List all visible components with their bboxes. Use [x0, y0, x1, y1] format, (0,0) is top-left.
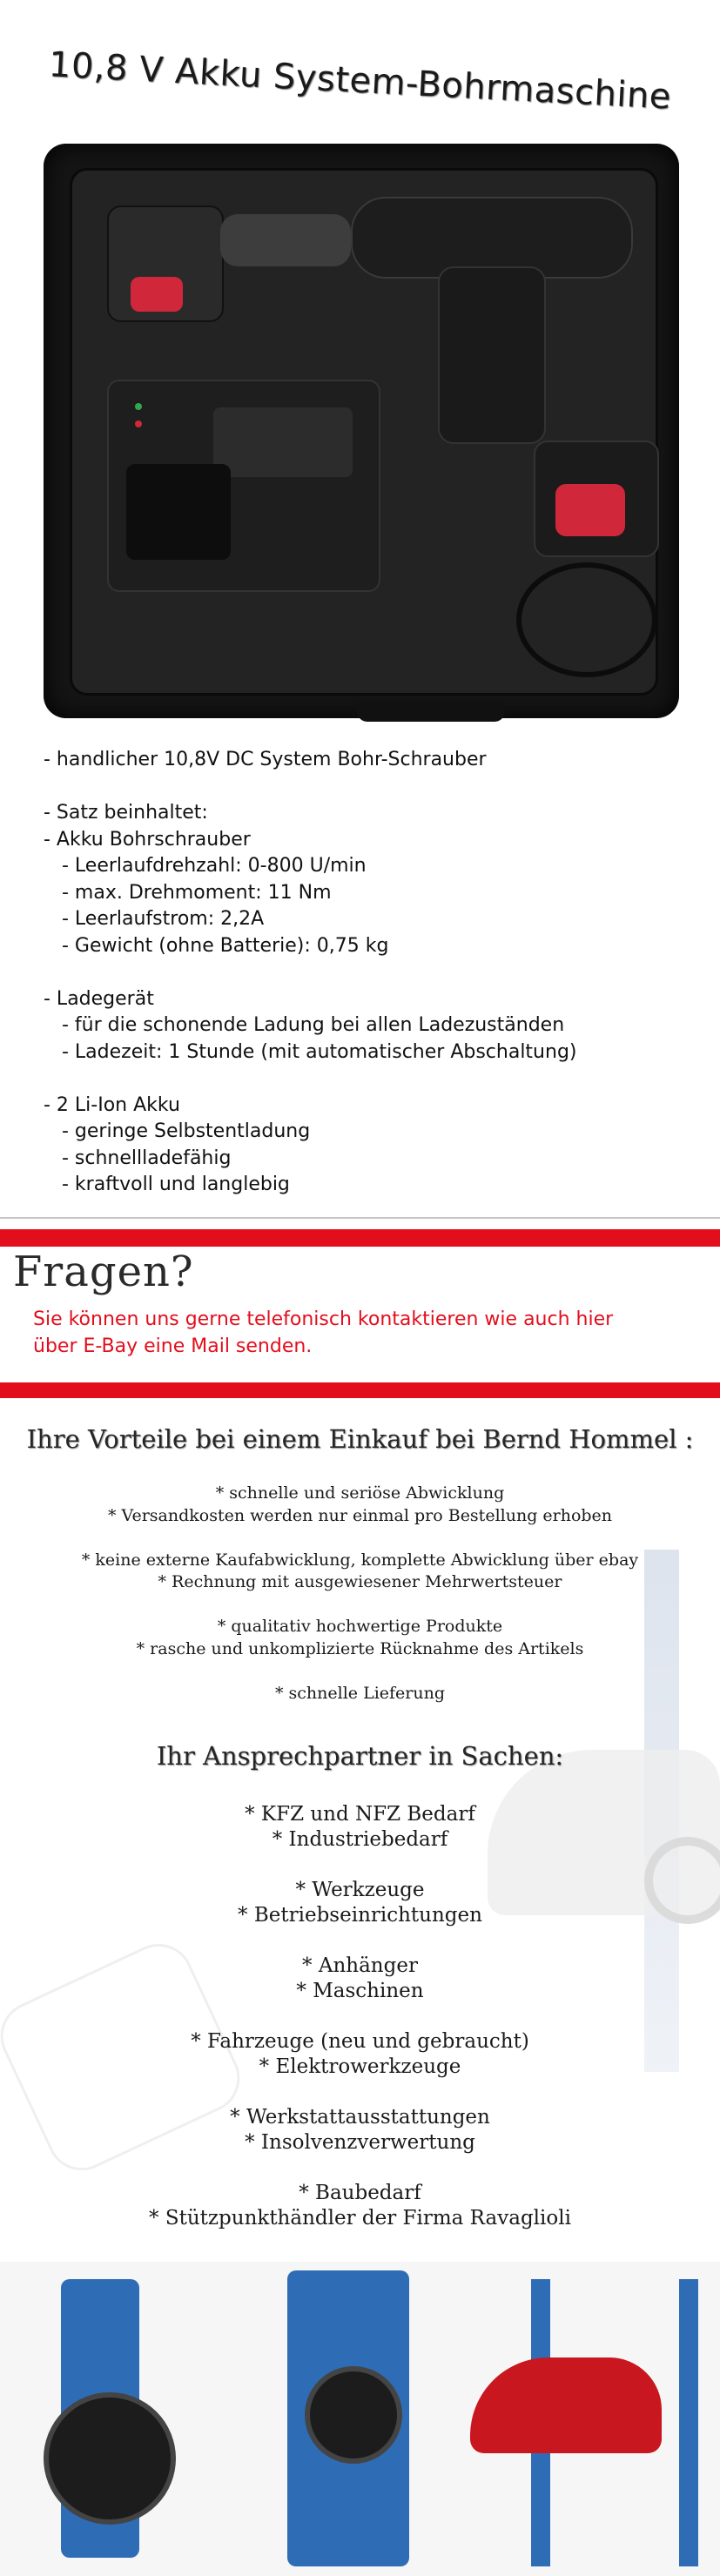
drill-case-photo	[39, 139, 683, 721]
drill-chuck	[220, 214, 351, 266]
charger	[107, 380, 380, 592]
spec-line: - für die schonende Ladung bei allen Ladezuständen	[44, 1014, 565, 1036]
battery-release-button	[131, 277, 183, 312]
case-handle	[357, 701, 505, 722]
list-item: * KFZ und NFZ Bedarf	[245, 1803, 475, 1826]
list-item	[0, 2080, 720, 2105]
spec-line: - max. Drehmoment: 11 Nm	[44, 881, 332, 904]
tire-image	[305, 2366, 402, 2464]
list-item: * Werkzeuge	[295, 1879, 425, 1901]
list-item: * Anhänger	[302, 1954, 418, 1977]
list-item: * Maschinen	[296, 1980, 424, 2002]
workshop-banner-image	[0, 2262, 720, 2576]
led-icon	[135, 420, 142, 427]
list-item: * Industriebedarf	[272, 1828, 448, 1851]
spec-line	[44, 1066, 670, 1093]
list-item: * schnelle und seriöse Abwicklung	[215, 1483, 505, 1503]
spec-line: - Leerlaufdrehzahl: 0-800 U/min	[44, 855, 367, 877]
list-item: * Fahrzeuge (neu und gebraucht)	[191, 2030, 529, 2053]
charger-panel	[213, 407, 353, 477]
list-item: * rasche und unkomplizierte Rücknahme des Artikels	[136, 1638, 584, 1658]
fragen-text	[33, 1306, 695, 1360]
spec-line: - handlicher 10,8V DC System Bohr-Schrauber	[44, 749, 487, 770]
list-item: * Versandkosten werden nur einmal pro Bestellung erhoben	[107, 1505, 613, 1525]
power-cable	[516, 562, 657, 677]
red-band-bottom	[0, 1382, 720, 1398]
list-item	[0, 1853, 720, 1878]
lift-post	[679, 2279, 698, 2566]
spec-line	[44, 774, 670, 801]
spec-line	[44, 959, 670, 986]
list-item: * Elektrowerkzeuge	[259, 2055, 461, 2078]
contact-heading: Ihr Ansprechpartner in Sachen:	[156, 1741, 564, 1771]
list-item	[0, 2004, 720, 2029]
spec-line: - schnellladefähig	[44, 1147, 232, 1169]
advantages-heading: Ihre Vorteile bei einem Einkauf bei Bernd Hommel :	[26, 1424, 694, 1454]
list-item: * keine externe Kaufabwicklung, komplette Abwicklung über ebay	[81, 1550, 639, 1570]
red-sports-car-image	[470, 2357, 662, 2453]
led-icon	[135, 403, 142, 410]
spec-list	[44, 747, 670, 1199]
spec-line: - geringe Selbstentladung	[44, 1120, 311, 1142]
spec-line: - Akku Bohrschrauber	[44, 828, 251, 851]
list-item: * Insolvenzverwertung	[245, 2131, 475, 2154]
divider	[0, 1217, 720, 1219]
drill-grip	[438, 266, 546, 444]
battery-pack	[107, 205, 224, 322]
advantages-list	[0, 1483, 720, 1705]
battery-release-button	[555, 484, 625, 536]
spec-line: - Leerlaufstrom: 2,2A	[44, 908, 265, 930]
list-item	[0, 1660, 720, 1683]
product-title: 10,8 V Akku System-Bohrmaschine	[47, 44, 673, 118]
list-item: * Werkstattausstattungen	[230, 2106, 490, 2129]
list-item	[0, 1928, 720, 1954]
list-item	[0, 1527, 720, 1550]
spec-line: - Ladegerät	[44, 987, 154, 1010]
fragen-text-line: Sie können uns gerne telefonisch kontaktieren wie auch hier	[33, 1308, 614, 1330]
tire-image	[44, 2392, 176, 2525]
spec-line: - 2 Li-Ion Akku	[44, 1093, 180, 1116]
contact-list	[0, 1802, 720, 2231]
charger-slot	[126, 464, 231, 560]
list-item	[0, 2156, 720, 2181]
list-item: * Betriebseinrichtungen	[238, 1904, 482, 1927]
spec-line: - Gewicht (ohne Batterie): 0,75 kg	[44, 934, 389, 957]
spec-line: - Satz beinhaltet:	[44, 802, 208, 824]
red-band-top	[0, 1229, 720, 1247]
spec-line: - Ladezeit: 1 Stunde (mit automatischer Abschaltung)	[44, 1040, 577, 1063]
fragen-title: Fragen?	[13, 1248, 194, 1296]
fragen-text-line: über E-Bay eine Mail senden.	[33, 1335, 313, 1357]
list-item	[0, 1594, 720, 1617]
list-item: * schnelle Lieferung	[274, 1683, 446, 1703]
spec-line: - kraftvoll und langlebig	[44, 1174, 290, 1195]
list-item: * Baubedarf	[299, 2182, 421, 2204]
list-item: * Stützpunkthändler der Firma Ravaglioli	[149, 2207, 571, 2230]
case-tray	[70, 168, 658, 696]
tool-case	[44, 144, 679, 718]
list-item: * Rechnung mit ausgewiesener Mehrwertsteuer	[158, 1572, 562, 1591]
list-item: * qualitativ hochwertige Produkte	[217, 1617, 503, 1636]
